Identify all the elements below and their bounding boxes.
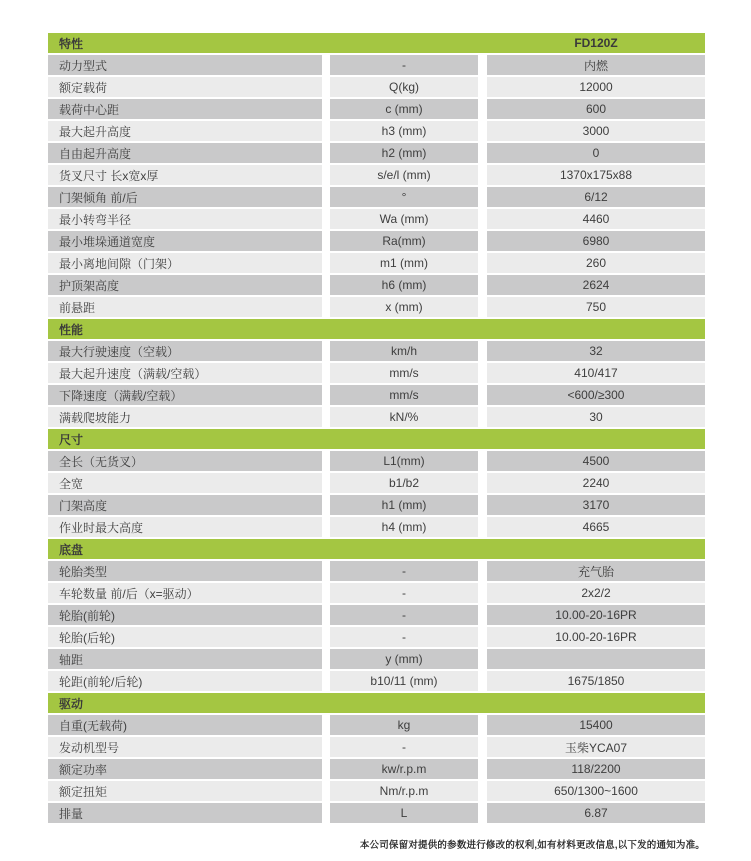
row-value: 750 [487, 297, 705, 317]
row-unit: - [330, 583, 478, 603]
section-header-row: 尺寸 [48, 429, 705, 449]
table-row [48, 627, 705, 647]
row-value: 15400 [487, 715, 705, 735]
table-row [48, 99, 705, 119]
row-value: 600 [487, 99, 705, 119]
row-unit: h4 (mm) [330, 517, 478, 537]
row-value: 10.00-20-16PR [487, 627, 705, 647]
row-unit: s/e/l (mm) [330, 165, 478, 185]
row-unit: h3 (mm) [330, 121, 478, 141]
row-value: 4460 [487, 209, 705, 229]
row-label: 下降速度（满载/空载） [48, 385, 322, 405]
row-label: 额定功率 [48, 759, 322, 779]
row-unit: km/h [330, 341, 478, 361]
row-label: 动力型式 [48, 55, 322, 75]
header-model-label: FD120Z [574, 36, 618, 50]
table-row [48, 671, 705, 691]
table-row [48, 517, 705, 537]
row-label: 轮胎(前轮) [48, 605, 322, 625]
row-label: 最小转弯半径 [48, 209, 322, 229]
row-unit: h1 (mm) [330, 495, 478, 515]
row-value: 30 [487, 407, 705, 427]
row-value: 3000 [487, 121, 705, 141]
row-unit: L [330, 803, 478, 823]
row-unit: b1/b2 [330, 473, 478, 493]
row-value: 1675/1850 [487, 671, 705, 691]
table-row [48, 561, 705, 581]
table-row [48, 803, 705, 823]
row-value: 内燃 [487, 55, 705, 75]
row-value: 4665 [487, 517, 705, 537]
table-row [48, 143, 705, 163]
footer-note: 本公司保留对提供的参数进行修改的权利,如有材料更改信息,以下发的通知为准。 [359, 840, 705, 851]
row-label: 发动机型号 [48, 737, 322, 757]
row-value: 650/1300~1600 [487, 781, 705, 801]
table-row [48, 781, 705, 801]
row-unit: Q(kg) [330, 77, 478, 97]
section-header-row: 性能 [48, 319, 705, 339]
row-label: 轮距(前轮/后轮) [48, 671, 322, 691]
row-label: 车轮数量 前/后（x=驱动） [48, 583, 322, 603]
row-unit: h2 (mm) [330, 143, 478, 163]
row-unit: b10/11 (mm) [330, 671, 478, 691]
table-row [48, 605, 705, 625]
table-row [48, 209, 705, 229]
table-row [48, 297, 705, 317]
row-label: 作业时最大高度 [48, 517, 322, 537]
row-unit: kw/r.p.m [330, 759, 478, 779]
row-label: 全长（无货叉） [48, 451, 322, 471]
row-unit: x (mm) [330, 297, 478, 317]
row-unit: ° [330, 187, 478, 207]
spec-table [48, 33, 705, 825]
table-row [48, 451, 705, 471]
table-row [48, 473, 705, 493]
row-unit: - [330, 55, 478, 75]
row-value: 10.00-20-16PR [487, 605, 705, 625]
row-label: 门架倾角 前/后 [48, 187, 322, 207]
table-row [48, 77, 705, 97]
table-row [48, 187, 705, 207]
table-row [48, 737, 705, 757]
table-row [48, 385, 705, 405]
row-value: 410/417 [487, 363, 705, 383]
row-label: 额定载荷 [48, 77, 322, 97]
row-label: 门架高度 [48, 495, 322, 515]
row-value: 32 [487, 341, 705, 361]
row-unit: - [330, 627, 478, 647]
table-row [48, 495, 705, 515]
row-unit: y (mm) [330, 649, 478, 669]
table-row [48, 165, 705, 185]
header-feature-label: 特性 [59, 36, 84, 51]
row-label: 轮胎类型 [48, 561, 322, 581]
row-unit: mm/s [330, 385, 478, 405]
row-unit: - [330, 561, 478, 581]
row-value [487, 649, 705, 669]
row-value: 6980 [487, 231, 705, 251]
row-value: 118/2200 [487, 759, 705, 779]
row-value: 2624 [487, 275, 705, 295]
table-row [48, 55, 705, 75]
row-label: 额定扭矩 [48, 781, 322, 801]
table-row [48, 759, 705, 779]
row-label: 全宽 [48, 473, 322, 493]
row-value: 2240 [487, 473, 705, 493]
row-unit: h6 (mm) [330, 275, 478, 295]
row-unit: L1(mm) [330, 451, 478, 471]
row-label: 载荷中心距 [48, 99, 322, 119]
row-unit: - [330, 737, 478, 757]
table-row [48, 275, 705, 295]
row-unit: kN/% [330, 407, 478, 427]
row-value: 2x2/2 [487, 583, 705, 603]
row-label: 前悬距 [48, 297, 322, 317]
row-label: 最大起升高度 [48, 121, 322, 141]
row-label: 轮胎(后轮) [48, 627, 322, 647]
row-value: 1370x175x88 [487, 165, 705, 185]
row-label: 最小离地间隙（门架） [48, 253, 322, 273]
table-header-row [48, 33, 705, 53]
table-row [48, 407, 705, 427]
row-value: 0 [487, 143, 705, 163]
table-row [48, 583, 705, 603]
table-row [48, 715, 705, 735]
row-value: 玉柴YCA07 [487, 737, 705, 757]
table-row [48, 649, 705, 669]
row-label: 轴距 [48, 649, 322, 669]
row-unit: c (mm) [330, 99, 478, 119]
row-value: 4500 [487, 451, 705, 471]
row-label: 自由起升高度 [48, 143, 322, 163]
row-unit: mm/s [330, 363, 478, 383]
section-header-row: 底盘 [48, 539, 705, 559]
row-unit: - [330, 605, 478, 625]
row-label: 最大起升速度（满载/空载） [48, 363, 322, 383]
table-row [48, 231, 705, 251]
row-value: <600/≥300 [487, 385, 705, 405]
row-label: 最大行驶速度（空载） [48, 341, 322, 361]
row-label: 货叉尺寸 长x宽x厚 [48, 165, 322, 185]
row-unit: Ra(mm) [330, 231, 478, 251]
row-unit: kg [330, 715, 478, 735]
row-unit: Wa (mm) [330, 209, 478, 229]
row-unit: m1 (mm) [330, 253, 478, 273]
row-label: 自重(无载荷) [48, 715, 322, 735]
row-label: 满载爬坡能力 [48, 407, 322, 427]
table-row [48, 121, 705, 141]
row-value: 充气胎 [487, 561, 705, 581]
row-label: 最小堆垛通道宽度 [48, 231, 322, 251]
row-label: 护顶架高度 [48, 275, 322, 295]
table-body [48, 55, 705, 823]
section-header-row: 驱动 [48, 693, 705, 713]
row-label: 排量 [48, 803, 322, 823]
row-value: 3170 [487, 495, 705, 515]
row-value: 6/12 [487, 187, 705, 207]
row-value: 6.87 [487, 803, 705, 823]
row-unit: Nm/r.p.m [330, 781, 478, 801]
row-value: 260 [487, 253, 705, 273]
row-value: 12000 [487, 77, 705, 97]
table-row [48, 341, 705, 361]
table-row [48, 253, 705, 273]
table-row [48, 363, 705, 383]
